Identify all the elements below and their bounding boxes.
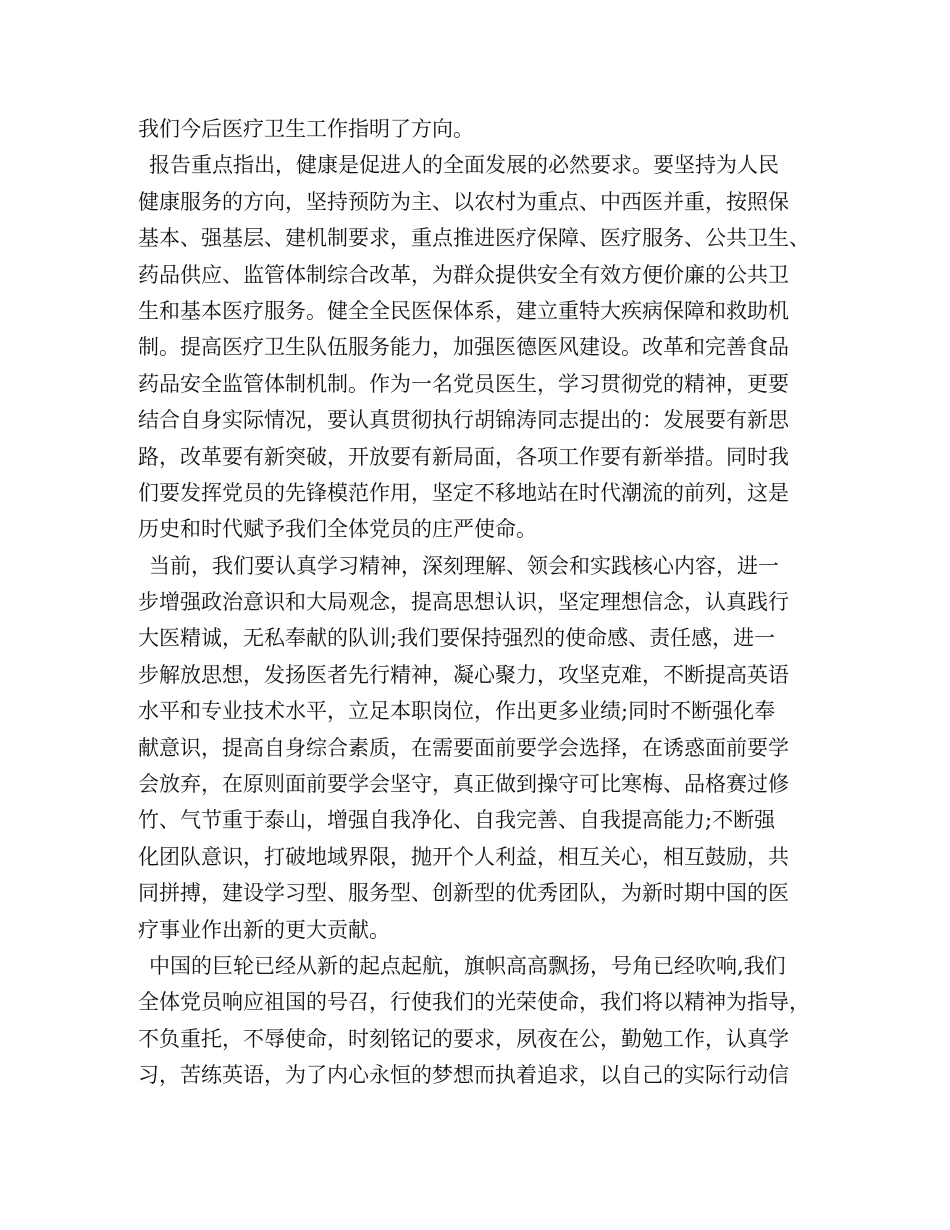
text-line: 生和基本医疗服务。健全全民医保体系，建立重特大疾病保障和救助机 (138, 298, 789, 323)
paragraph-first-line: 当前，我们要认真学习精神，深刻理解、领会和实践核心内容，进一 (149, 553, 779, 578)
text-line: 路，改革要有新突破，开放要有新局面，各项工作要有新举措。同时我 (138, 444, 789, 469)
paragraph-first-line: 报告重点指出，健康是促进人的全面发展的必然要求。要坚持为人民 (149, 153, 779, 178)
text-line: 药品供应、监管体制综合改革，为群众提供安全有效方便价廉的公共卫 (138, 262, 789, 287)
text-line: 化团队意识，打破地域界限，抛开个人利益，相互关心，相互鼓励，共 (138, 844, 789, 869)
text-line: 步解放思想，发扬医者先行精神，凝心聚力，攻坚克难，不断提高英语 (138, 662, 789, 687)
text-line: 历史和时代赋予我们全体党员的庄严使命。 (138, 517, 537, 542)
text-line: 习，苦练英语，为了内心永恒的梦想而执着追求，以自己的实际行动信 (138, 1063, 789, 1088)
document-body (138, 111, 820, 1094)
text-line: 水平和专业技术水平，立足本职岗位，作出更多业绩;同时不断强化奉 (138, 699, 776, 724)
text-line: 我们今后医疗卫生工作指明了方向。 (138, 117, 474, 141)
text-line: 结合自身实际情况，要认真贯彻执行胡锦涛同志提出的：发展要有新思 (138, 408, 789, 433)
text-line: 们要发挥党员的先锋模范作用，坚定不移地站在时代潮流的前列，这是 (138, 480, 789, 505)
text-line: 健康服务的方向，坚持预防为主、以农村为重点、中西医并重，按照保 (138, 189, 789, 214)
text-line: 献意识，提高自身综合素质，在需要面前要学会选择，在诱惑面前要学 (138, 735, 789, 760)
text-line: 会放弃，在原则面前要学会坚守，真正做到操守可比寒梅、品格赛过修 (138, 772, 789, 797)
paragraph-first-line: 中国的巨轮已经从新的起点起航，旗帜高高飘扬，号角已经吹响,我们 (149, 953, 786, 978)
text-line: 大医精诚，无私奉献的队训;我们要保持强烈的使命感、责任感，进一 (138, 626, 776, 651)
text-line: 制。提高医疗卫生队伍服务能力，加强医德医风建设。改革和完善食品 (138, 335, 789, 360)
text-line: 基本、强基层、建机制要求，重点推进医疗保障、医疗服务、公共卫生、 (138, 226, 810, 251)
text-line: 全体党员响应祖国的号召，行使我们的光荣使命，我们将以精神为指导， (138, 990, 810, 1015)
text-line: 疗事业作出新的更大贡献。 (138, 917, 390, 942)
text-line: 竹、气节重于泰山，增强自我净化、自我完善、自我提高能力;不断强 (138, 808, 776, 833)
text-line: 步增强政治意识和大局观念，提高思想认识，坚定理想信念，认真践行 (138, 590, 789, 615)
text-line: 药品安全监管体制机制。作为一名党员医生，学习贯彻党的精神，更要 (138, 371, 789, 396)
text-line: 不负重托，不辱使命，时刻铭记的要求，夙夜在公，勤勉工作，认真学 (138, 1026, 789, 1051)
text-line: 同拼搏，建设学习型、服务型、创新型的优秀团队，为新时期中国的医 (138, 881, 789, 906)
